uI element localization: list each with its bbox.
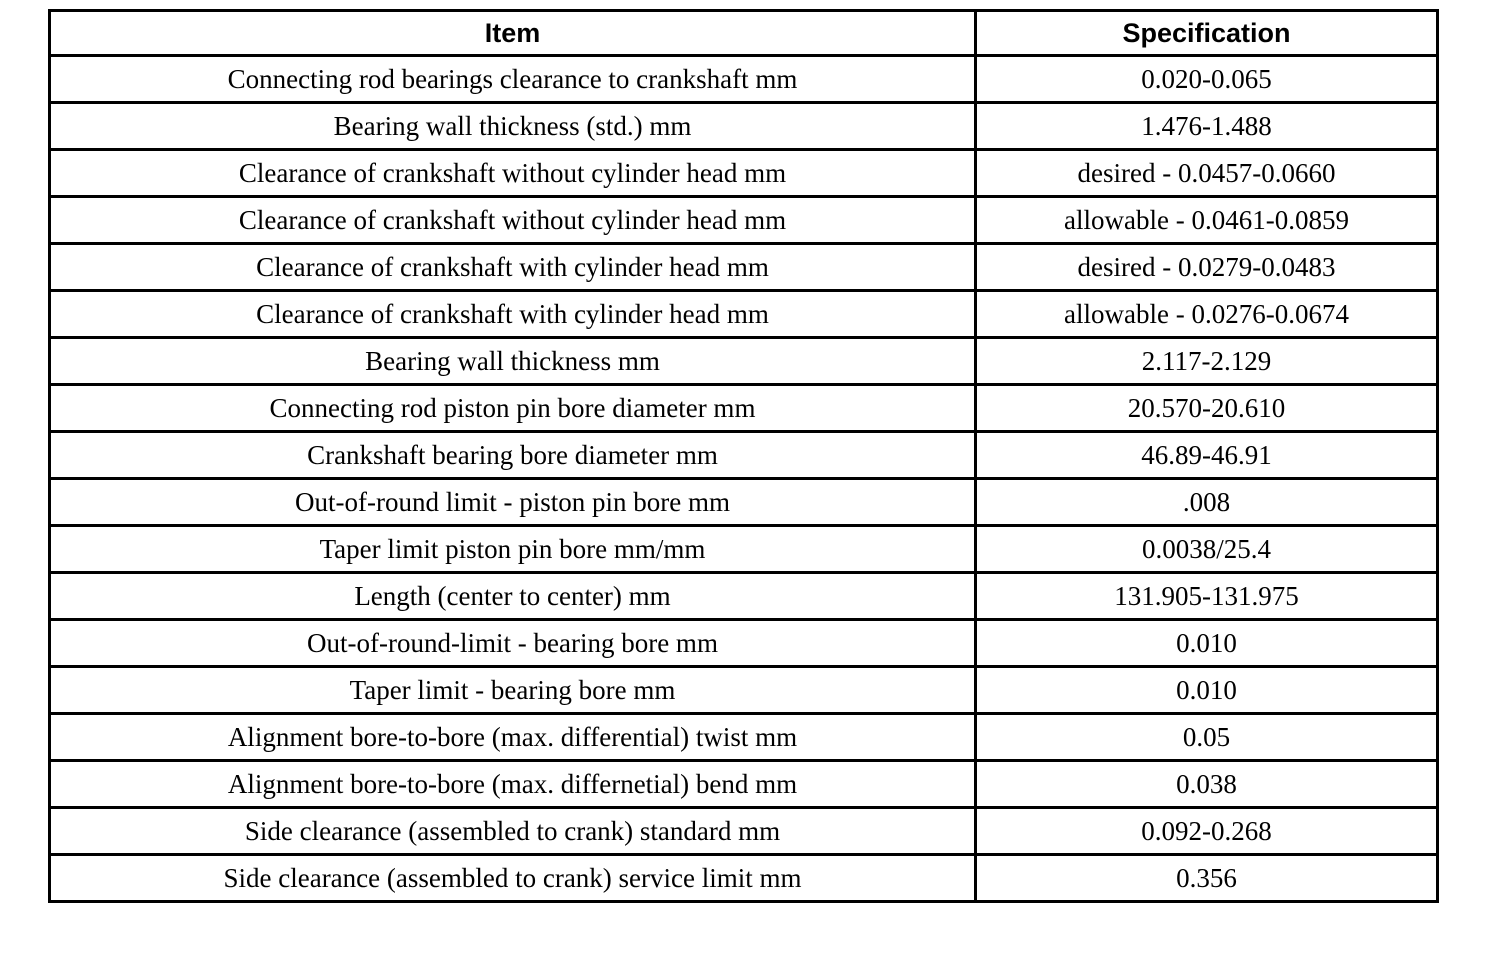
table-row (50, 150, 1438, 197)
item-cell: Taper limit piston pin bore mm/mm (50, 526, 976, 573)
spec-cell: 46.89-46.91 (976, 432, 1438, 479)
table-row (50, 56, 1438, 103)
spec-cell: 2.117-2.129 (976, 338, 1438, 385)
spec-cell: allowable - 0.0461-0.0859 (976, 197, 1438, 244)
item-column-header: Item (50, 11, 976, 56)
item-cell: Clearance of crankshaft without cylinder head mm (50, 197, 976, 244)
table-row (50, 526, 1438, 573)
table-row (50, 808, 1438, 855)
spec-cell: 131.905-131.975 (976, 573, 1438, 620)
spec-cell: 20.570-20.610 (976, 385, 1438, 432)
spec-cell: 0.092-0.268 (976, 808, 1438, 855)
item-cell: Out-of-round-limit - bearing bore mm (50, 620, 976, 667)
item-cell: Bearing wall thickness mm (50, 338, 976, 385)
item-cell: Connecting rod bearings clearance to crankshaft mm (50, 56, 976, 103)
spec-cell: desired - 0.0279-0.0483 (976, 244, 1438, 291)
table-row (50, 855, 1438, 902)
spec-cell: 1.476-1.488 (976, 103, 1438, 150)
item-cell: Connecting rod piston pin bore diameter mm (50, 385, 976, 432)
table-row (50, 761, 1438, 808)
spec-cell: .008 (976, 479, 1438, 526)
table-row (50, 714, 1438, 761)
item-cell: Taper limit - bearing bore mm (50, 667, 976, 714)
spec-cell: 0.356 (976, 855, 1438, 902)
spec-cell: 0.010 (976, 667, 1438, 714)
table-row (50, 197, 1438, 244)
spec-cell: 0.05 (976, 714, 1438, 761)
table-row (50, 103, 1438, 150)
item-cell: Alignment bore-to-bore (max. differential) twist mm (50, 714, 976, 761)
spec-cell: 0.0038/25.4 (976, 526, 1438, 573)
spec-cell: 0.020-0.065 (976, 56, 1438, 103)
table-row (50, 338, 1438, 385)
item-cell: Clearance of crankshaft with cylinder head mm (50, 291, 976, 338)
spec-cell: 0.038 (976, 761, 1438, 808)
item-cell: Bearing wall thickness (std.) mm (50, 103, 976, 150)
item-cell: Side clearance (assembled to crank) service limit mm (50, 855, 976, 902)
specification-column-header: Specification (976, 11, 1438, 56)
table-row (50, 573, 1438, 620)
table-row (50, 667, 1438, 714)
spec-cell: allowable - 0.0276-0.0674 (976, 291, 1438, 338)
item-cell: Clearance of crankshaft without cylinder head mm (50, 150, 976, 197)
table-row (50, 291, 1438, 338)
table-row (50, 479, 1438, 526)
specification-table (48, 9, 1439, 903)
table-row (50, 244, 1438, 291)
item-cell: Side clearance (assembled to crank) standard mm (50, 808, 976, 855)
item-cell: Alignment bore-to-bore (max. differnetial) bend mm (50, 761, 976, 808)
item-cell: Length (center to center) mm (50, 573, 976, 620)
spec-cell: desired - 0.0457-0.0660 (976, 150, 1438, 197)
header-row (50, 11, 1438, 56)
item-cell: Out-of-round limit - piston pin bore mm (50, 479, 976, 526)
item-cell: Clearance of crankshaft with cylinder head mm (50, 244, 976, 291)
item-cell: Crankshaft bearing bore diameter mm (50, 432, 976, 479)
spec-cell: 0.010 (976, 620, 1438, 667)
table-row (50, 620, 1438, 667)
table-row (50, 385, 1438, 432)
table-row (50, 432, 1438, 479)
